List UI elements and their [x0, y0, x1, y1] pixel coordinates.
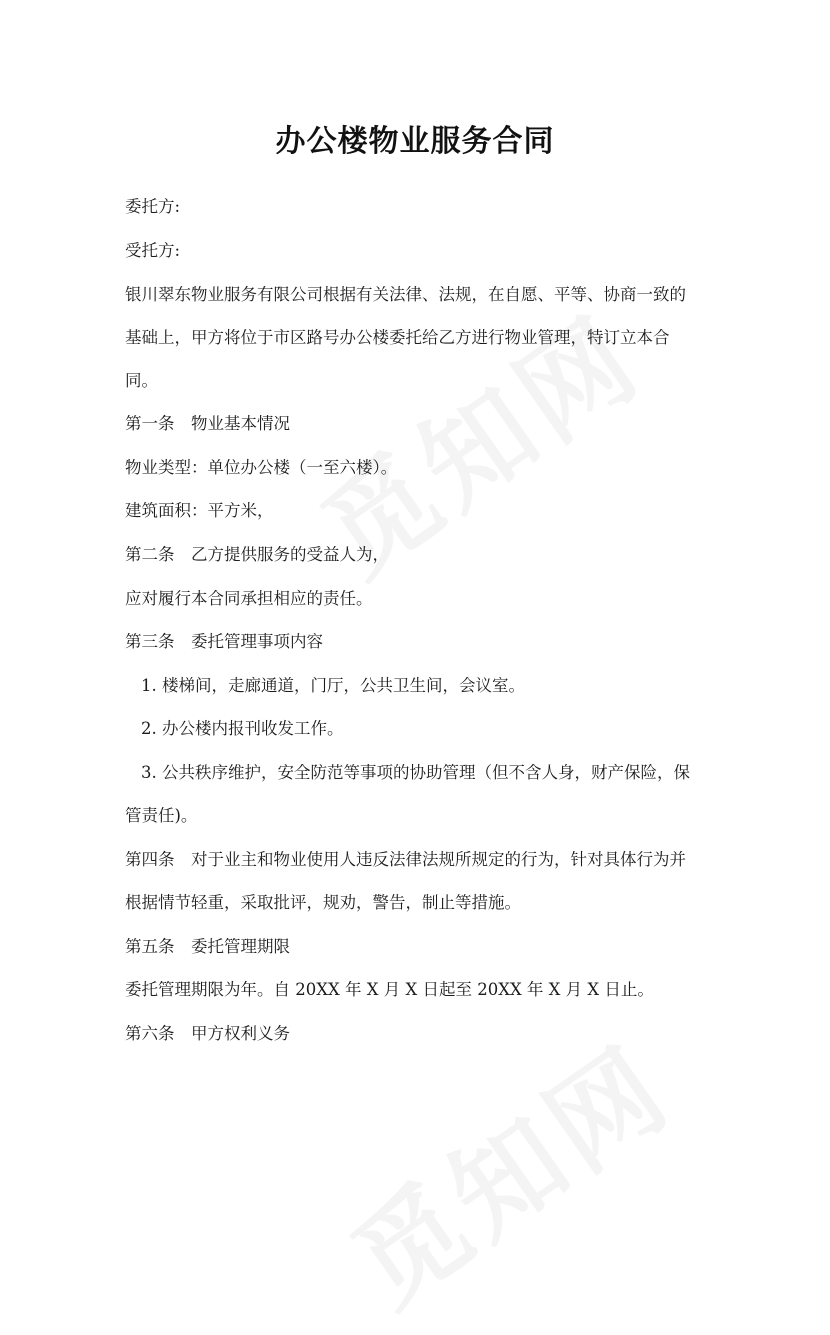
article-4-line-1: 第四条 对于业主和物业使用人违反法律法规所规定的行为，针对具体行为并 [125, 850, 686, 869]
article-3-heading: 第三条 委托管理事项内容 [125, 632, 323, 651]
article-2-body: 应对履行本合同承担相应的责任。 [125, 589, 373, 608]
watermark [317, 1003, 698, 1335]
article-5-heading: 第五条 委托管理期限 [125, 937, 290, 956]
article-4-line-2: 根据情节轻重，采取批评，规劝，警告，制止等措施。 [125, 893, 521, 912]
party-a-line: 委托方: [125, 197, 181, 216]
building-area-line: 建筑面积：平方米， [125, 501, 274, 520]
list-item: 3. 公共秩序维护，安全防范等事项的协助管理（但不含人身，财产保险，保 [141, 763, 690, 782]
intro-line-3: 同。 [125, 371, 158, 390]
list-item: 1. 楼梯间，走廊通道，门厅，公共卫生间，会议室。 [141, 676, 525, 695]
document-title: 办公楼物业服务合同 [275, 124, 555, 159]
article-1-heading: 第一条 物业基本情况 [125, 414, 290, 433]
article-6-heading: 第六条 甲方权利义务 [125, 1024, 290, 1043]
list-item: 2. 办公楼内报刊收发工作。 [141, 719, 344, 738]
party-b-line: 受托方: [125, 241, 181, 260]
article-5-body: 委托管理期限为年。自 20XX 年 X 月 X 日起至 20XX 年 X 月 X 日止。 [125, 980, 654, 999]
article-2-heading: 第二条 乙方提供服务的受益人为， [125, 545, 389, 564]
intro-line-2: 基础上，甲方将位于市区路号办公楼委托给乙方进行物业管理，特订立本合 [125, 328, 670, 347]
property-type-line: 物业类型：单位办公楼（一至六楼）。 [125, 458, 398, 477]
list-item-continuation: 管责任)。 [125, 806, 198, 825]
intro-line-1: 银川翠东物业服务有限公司根据有关法律、法规，在自愿、平等、协商一致的 [125, 285, 686, 304]
